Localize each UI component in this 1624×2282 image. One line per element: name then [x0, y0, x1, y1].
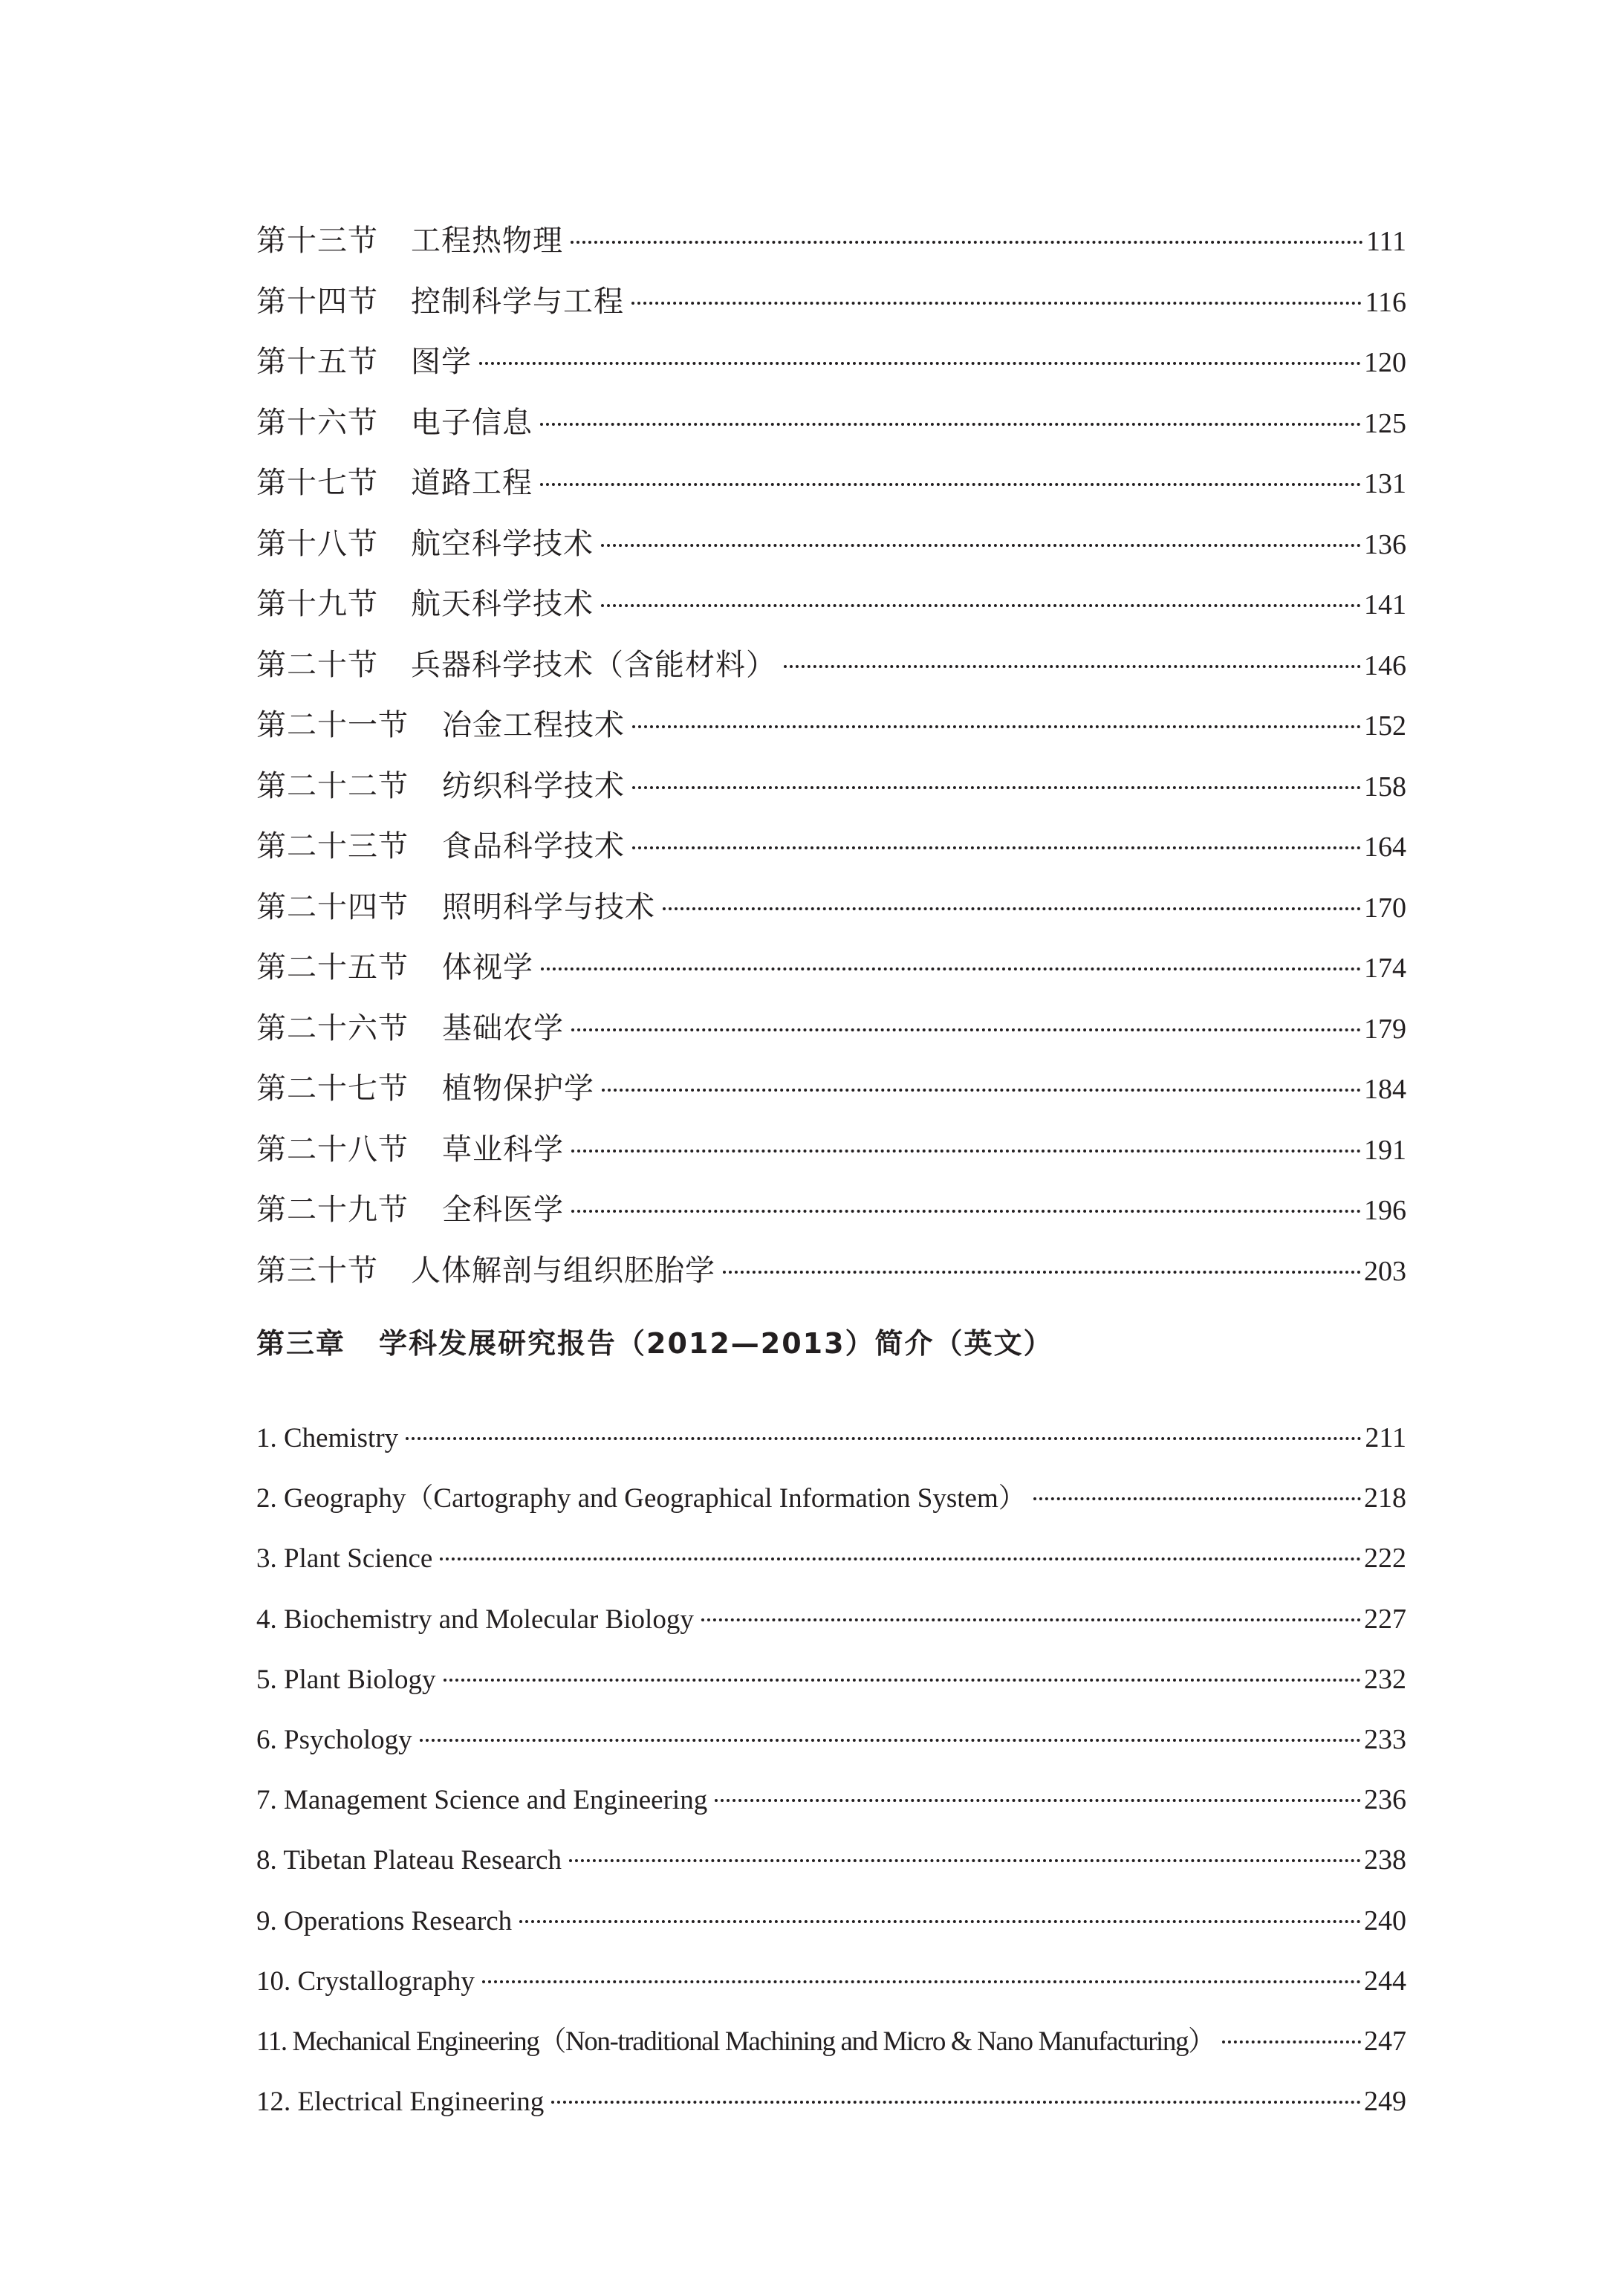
dot-leader — [540, 483, 1361, 486]
dot-leader — [571, 1028, 1361, 1031]
page-number: 203 — [1364, 1255, 1406, 1287]
entry-title: 食品科学技术 — [442, 829, 625, 863]
toc-entry[interactable] — [256, 635, 1406, 696]
section-number: 第二十九节 — [256, 1193, 409, 1227]
entry-title: 冶金工程技术 — [442, 708, 625, 742]
page-number: 116 — [1365, 286, 1406, 318]
chapter-label: 第三章 — [256, 1327, 346, 1360]
section-number: 第十九节 — [256, 587, 378, 621]
page-number: 191 — [1364, 1134, 1406, 1166]
dot-leader — [601, 544, 1361, 547]
dot-leader — [602, 1089, 1361, 1092]
entry-title: 图学 — [411, 345, 472, 379]
chapter-title: 学科发展研究报告（2012—2013）简介（英文） — [379, 1327, 1053, 1360]
toc-entry[interactable] — [256, 1180, 1406, 1241]
toc-entry[interactable] — [256, 211, 1406, 272]
dot-leader — [571, 241, 1363, 244]
toc-entry[interactable] — [256, 1830, 1406, 1890]
dot-leader — [631, 302, 1362, 305]
entry-title: 电子信息 — [411, 405, 533, 440]
entry-title: 兵器科学技术（含能材料） — [411, 647, 776, 682]
toc-entry[interactable] — [256, 1529, 1406, 1589]
toc-entry[interactable] — [256, 1059, 1406, 1120]
section-number: 第二十五节 — [256, 950, 409, 985]
toc-entry[interactable] — [256, 1770, 1406, 1830]
page-number: 141 — [1364, 589, 1406, 620]
dot-leader — [784, 665, 1361, 668]
entry-title: 9. Operations Research — [256, 1905, 513, 1936]
dot-leader — [632, 846, 1361, 849]
page-number: 146 — [1364, 649, 1406, 681]
entry-title: 10. Crystallography — [256, 1965, 475, 1997]
page-number: 152 — [1364, 710, 1406, 742]
page-number: 179 — [1364, 1013, 1406, 1045]
toc-entry[interactable] — [256, 878, 1406, 939]
dot-leader — [663, 907, 1361, 910]
entry-title: 7. Management Science and Engineering — [256, 1785, 708, 1816]
page-number: 131 — [1364, 468, 1406, 499]
toc-entry[interactable] — [256, 1408, 1406, 1468]
toc-entry[interactable] — [256, 696, 1406, 756]
entry-title: 2. Geography（Cartography and Geographical Information System） — [256, 1483, 1026, 1514]
entry-title: 道路工程 — [411, 466, 533, 500]
page-number: 164 — [1364, 832, 1406, 863]
page-number: 184 — [1364, 1074, 1406, 1105]
dot-leader — [571, 1150, 1361, 1153]
entry-title: 基础农学 — [442, 1011, 564, 1046]
entry-title: 植物保护学 — [442, 1072, 594, 1106]
dot-leader — [444, 1679, 1361, 1682]
section-number: 第二十二节 — [256, 768, 409, 803]
entry-title: 航天科学技术 — [411, 587, 594, 621]
page-number: 174 — [1364, 953, 1406, 984]
section-number: 第十三节 — [256, 224, 378, 258]
dot-leader — [541, 967, 1361, 970]
toc-entry[interactable] — [256, 1241, 1406, 1302]
page-number: 238 — [1364, 1844, 1406, 1876]
dot-leader — [723, 1271, 1361, 1274]
toc-entry[interactable] — [256, 817, 1406, 878]
section-number: 第二十七节 — [256, 1072, 409, 1106]
toc-entry[interactable] — [256, 1951, 1406, 2012]
dot-leader — [632, 786, 1361, 789]
page-number: 120 — [1364, 347, 1406, 378]
toc-entry[interactable] — [256, 1710, 1406, 1770]
page-number: 236 — [1364, 1784, 1406, 1816]
section-number: 第十七节 — [256, 466, 378, 500]
entry-title: 8. Tibetan Plateau Research — [256, 1845, 562, 1876]
page-number: 233 — [1364, 1723, 1406, 1755]
dot-leader — [482, 1980, 1361, 1983]
toc-entry[interactable] — [256, 574, 1406, 635]
section-number: 第三十节 — [256, 1253, 378, 1288]
toc-english-list — [256, 1408, 1406, 2132]
toc-entry[interactable] — [256, 999, 1406, 1060]
dot-leader — [479, 362, 1361, 365]
section-number: 第十六节 — [256, 405, 378, 440]
page-number: 240 — [1364, 1905, 1406, 1936]
dot-leader — [569, 1859, 1361, 1862]
page-number: 232 — [1364, 1663, 1406, 1695]
entry-title: 3. Plant Science — [256, 1543, 433, 1575]
toc-entry[interactable] — [256, 332, 1406, 393]
page-number: 125 — [1364, 407, 1406, 439]
entry-title: 5. Plant Biology — [256, 1664, 436, 1695]
toc-entry[interactable] — [256, 756, 1406, 817]
toc-entry[interactable] — [256, 1468, 1406, 1529]
entry-title: 全科医学 — [442, 1193, 564, 1227]
page-number: 244 — [1364, 1965, 1406, 1997]
page-number: 196 — [1364, 1195, 1406, 1226]
page-number: 158 — [1364, 771, 1406, 803]
toc-chinese-list — [256, 211, 1406, 1301]
entry-title: 控制科学与工程 — [411, 284, 624, 319]
dot-leader — [406, 1437, 1362, 1440]
dot-leader — [701, 1618, 1361, 1621]
dot-leader — [632, 725, 1361, 728]
toc-entry[interactable] — [256, 1120, 1406, 1181]
entry-title: 体视学 — [442, 950, 533, 985]
toc-entry[interactable] — [256, 272, 1406, 333]
toc-entry[interactable] — [256, 938, 1406, 999]
dot-leader — [420, 1739, 1361, 1742]
toc-entry[interactable] — [256, 1650, 1406, 1710]
entry-title: 草业科学 — [442, 1132, 564, 1167]
entry-title: 照明科学与技术 — [442, 889, 655, 924]
section-number: 第二十节 — [256, 647, 378, 682]
entry-title: 12. Electrical Engineering — [256, 2087, 545, 2118]
toc-entry[interactable] — [256, 1589, 1406, 1650]
entry-title: 人体解剖与组织胚胎学 — [411, 1253, 715, 1288]
page-number: 218 — [1364, 1482, 1406, 1514]
chapter-heading — [256, 1314, 1406, 1373]
page-number: 247 — [1364, 2025, 1406, 2057]
dot-leader — [1033, 1497, 1361, 1500]
dot-leader — [601, 604, 1361, 607]
entry-title: 纺织科学技术 — [442, 768, 625, 803]
toc-entry[interactable] — [256, 1891, 1406, 1951]
entry-title: 1. Chemistry — [256, 1423, 399, 1453]
entry-title: 6. Psychology — [256, 1724, 412, 1755]
entry-title: 11. Mechanical Engineering（Non-traditional Machining and Micro & Nano Manufacturing） — [256, 2026, 1215, 2057]
dot-leader — [715, 1799, 1361, 1802]
toc-entry[interactable] — [256, 393, 1406, 454]
entry-title: 4. Biochemistry and Molecular Biology — [256, 1604, 694, 1635]
toc-entry[interactable] — [256, 2012, 1406, 2072]
dot-leader — [540, 423, 1361, 426]
section-number: 第二十四节 — [256, 889, 409, 924]
dot-leader — [551, 2101, 1361, 2104]
section-number: 第二十六节 — [256, 1011, 409, 1046]
toc-entry[interactable] — [256, 514, 1406, 575]
dot-leader — [440, 1557, 1361, 1560]
page-number: 222 — [1364, 1543, 1406, 1575]
dot-leader — [571, 1210, 1361, 1213]
page-number: 111 — [1365, 226, 1406, 257]
entry-title: 工程热物理 — [411, 224, 563, 258]
section-number: 第二十八节 — [256, 1132, 409, 1167]
page-number: 227 — [1364, 1603, 1406, 1635]
section-number: 第二十一节 — [256, 708, 409, 742]
toc-entry[interactable] — [256, 453, 1406, 514]
dot-leader — [1222, 2040, 1361, 2043]
page-number: 249 — [1364, 2086, 1406, 2118]
toc-entry[interactable] — [256, 2072, 1406, 2132]
dot-leader — [519, 1920, 1361, 1923]
section-number: 第十八节 — [256, 526, 378, 561]
page-number: 170 — [1364, 892, 1406, 924]
entry-title: 航空科学技术 — [411, 526, 594, 561]
page-number: 136 — [1364, 528, 1406, 560]
section-number: 第二十三节 — [256, 829, 409, 863]
section-number: 第十五节 — [256, 345, 378, 379]
page-number: 211 — [1365, 1422, 1406, 1453]
section-number: 第十四节 — [256, 284, 378, 319]
